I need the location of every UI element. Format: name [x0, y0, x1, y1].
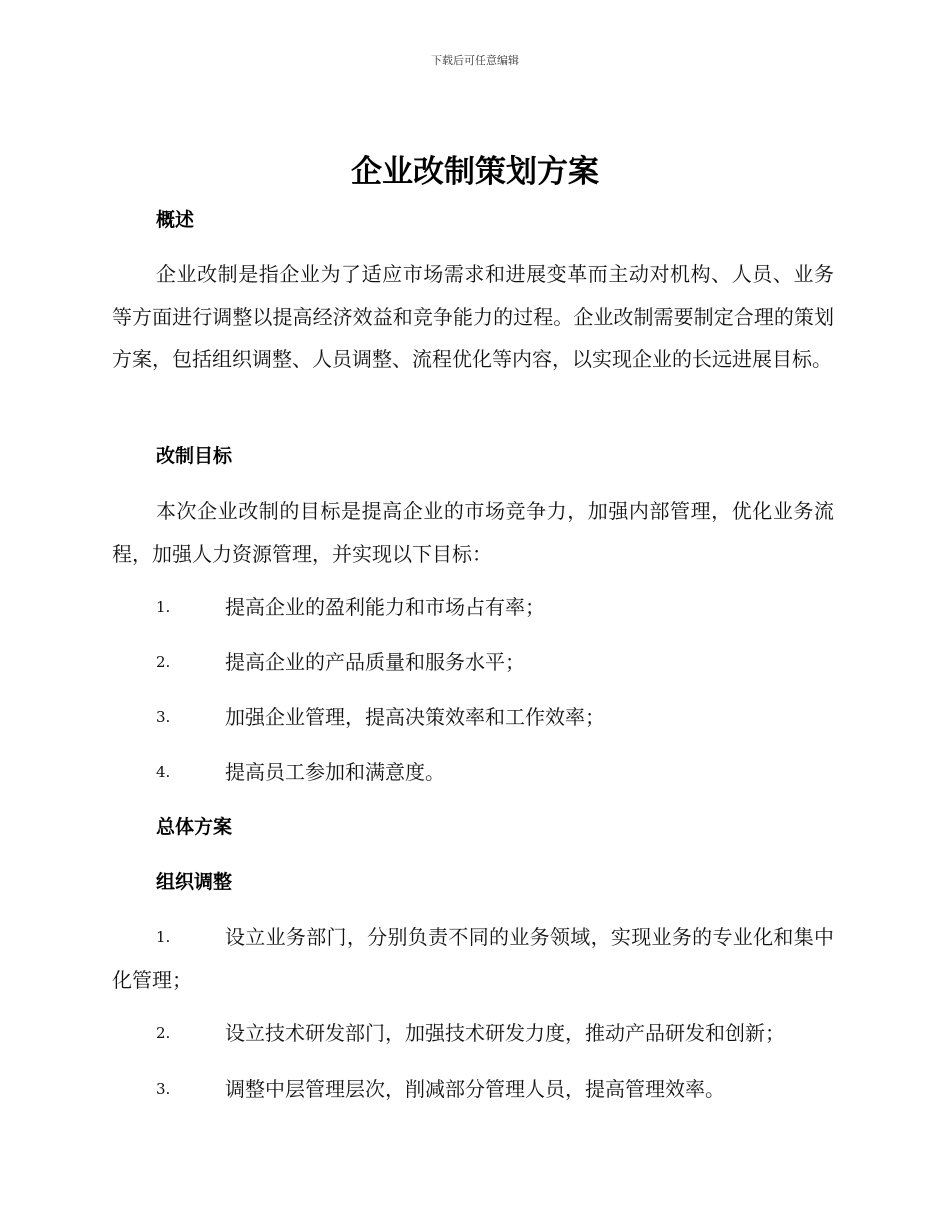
- list-item-text: 提高员工参加和满意度。: [225, 760, 445, 784]
- list-item-text: 加强企业管理，提高决策效率和工作效率；: [225, 705, 605, 729]
- list-number: 1.: [156, 598, 171, 616]
- list-number: 3.: [156, 708, 171, 726]
- goal-item-4: [112, 751, 834, 794]
- list-number: 4.: [156, 763, 171, 781]
- list-number: 1.: [156, 928, 171, 946]
- page-header: 下载后可任意编辑: [431, 54, 519, 67]
- overview-paragraph: 企业改制是指企业为了适应市场需求和进展变革而主动对机构、人员、业务等方面进行调整以提高经济效益和竞争能力的过程。企业改制需要制定合理的策划方案，包括组织调整、人员调整、流程优化等内容，以实现企业的长远进展目标。: [112, 262, 834, 371]
- goal-item-2: [112, 641, 834, 684]
- org-item-2: [112, 1012, 834, 1055]
- list-number: 2.: [156, 1024, 171, 1042]
- heading-overview: 概述: [156, 209, 195, 231]
- list-number: 3.: [156, 1080, 171, 1098]
- list-item-text: 设立业务部门，分别负责不同的业务领域，实现业务的专业化和集中化管理；: [112, 925, 834, 992]
- heading-goals: 改制目标: [156, 445, 233, 467]
- org-item-1: [112, 916, 834, 1001]
- list-item-text: 调整中层管理层次，削减部分管理人员，提高管理效率。: [225, 1077, 725, 1101]
- list-item-text: 设立技术研发部门，加强技术研发力度，推动产品研发和创新；: [225, 1021, 785, 1045]
- goal-item-1: [112, 586, 834, 629]
- document-title: 企业改制策划方案: [351, 154, 599, 190]
- org-item-3: [112, 1068, 834, 1111]
- list-number: 2.: [156, 653, 171, 671]
- heading-overall-plan: 总体方案: [156, 816, 233, 838]
- heading-org-adjustment: 组织调整: [156, 871, 233, 893]
- goal-item-3: [112, 696, 834, 739]
- list-item-text: 提高企业的盈利能力和市场占有率；: [225, 595, 545, 619]
- list-item-text: 提高企业的产品质量和服务水平；: [225, 650, 525, 674]
- goals-paragraph: 本次企业改制的目标是提高企业的市场竞争力，加强内部管理，优化业务流程，加强人力资源管理，并实现以下目标：: [112, 499, 834, 566]
